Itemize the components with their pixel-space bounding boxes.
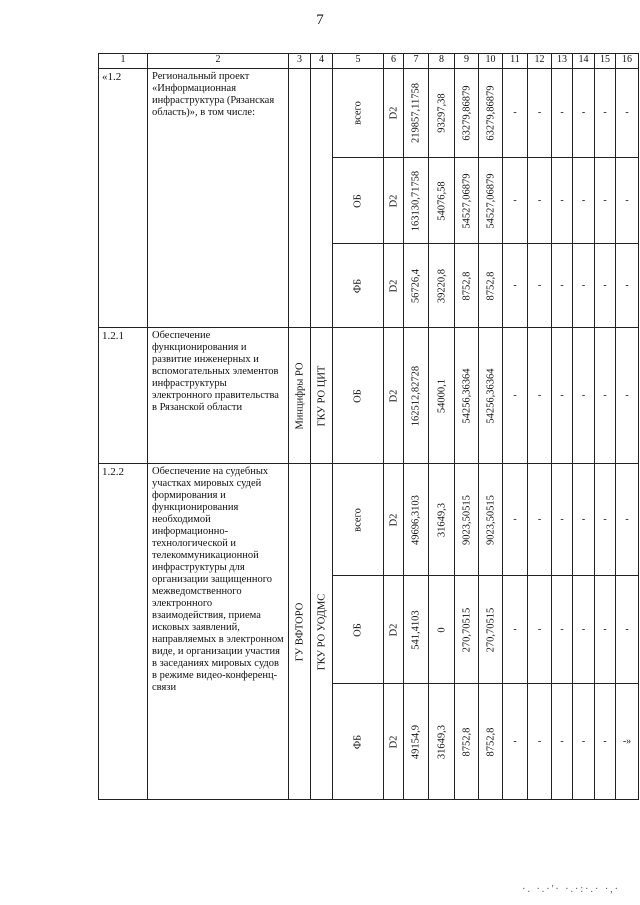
dash: -	[603, 194, 607, 206]
col-header: 7	[404, 54, 429, 69]
code: D2	[388, 735, 399, 748]
dash: -	[513, 513, 517, 525]
fund-source: ОБ	[352, 622, 364, 637]
dash: -	[603, 279, 607, 291]
value: 9023,50515	[485, 494, 496, 545]
dash: -	[537, 389, 542, 401]
row-description: Обеспечение функционирования и развитие инженерных и вспомогательных элементов инфраструктуры электронного правительства в Рязанской области	[148, 328, 289, 464]
dash: -	[581, 623, 586, 635]
fund-source: всего	[352, 507, 364, 532]
col-header: 2	[148, 54, 289, 69]
dash: -	[537, 107, 542, 118]
value: 39220,8	[436, 268, 447, 303]
row-number: «1.2	[99, 69, 148, 328]
dash: -	[581, 194, 586, 206]
fund-source: ОБ	[352, 193, 364, 208]
value: 8752,8	[461, 271, 472, 300]
row-description: Обеспечение на судебных участках мировых судей формирования и функционирования необходимой информационно-технологической и телекоммуникационной инфраструктуры для организации защищенного межведомственного электронного взаимодействия, приема исковых заявлений, направляемых в электронном виде, и организации участия в заседаниях мировых судов в режиме видео-конференц-связи	[148, 464, 289, 800]
executor-org: ГКУ РО ЦИТ	[316, 365, 327, 426]
dash: -	[625, 389, 629, 401]
value: 63279,86879	[461, 85, 472, 141]
value: 54076,58	[436, 180, 447, 221]
value: 162512,82728	[410, 365, 422, 426]
value: 54527,06879	[461, 172, 472, 229]
col-header: 8	[429, 54, 455, 69]
col-header: 1	[99, 54, 148, 69]
value: 0	[436, 626, 447, 633]
dash: -	[560, 623, 564, 635]
value: 541,4103	[410, 609, 422, 650]
code: D2	[388, 194, 399, 207]
col-header: 15	[595, 54, 616, 69]
value: 93297,38	[436, 93, 447, 133]
value: 54000,1	[436, 378, 447, 413]
dash: -	[537, 623, 542, 635]
col-header: 14	[573, 54, 595, 69]
dash: -	[537, 735, 542, 747]
value: 49696,3103	[410, 494, 422, 545]
col-header: 4	[311, 54, 333, 69]
value: 49154,9	[410, 724, 422, 759]
dash: -	[603, 735, 607, 747]
dash: -	[560, 735, 564, 747]
dash: -	[513, 389, 517, 401]
value: 219857,11758	[410, 83, 422, 143]
responsible-org: Минцифры РО	[294, 361, 305, 430]
dash: -	[625, 107, 629, 118]
dash: -	[581, 735, 586, 747]
dash: -	[625, 279, 629, 291]
dash: -	[560, 513, 564, 525]
table-row	[99, 69, 639, 158]
col-header: 3	[289, 54, 311, 69]
dash: -	[603, 623, 607, 635]
table-row	[99, 328, 639, 464]
value: 8752,8	[485, 271, 496, 300]
value: 31649,3	[436, 502, 447, 537]
value: 54256,36364	[461, 367, 472, 424]
dash: -	[625, 194, 629, 206]
dash: -	[513, 735, 517, 747]
fund-source: всего	[352, 101, 364, 125]
dash: -	[560, 107, 564, 118]
value: 8752,8	[485, 727, 496, 756]
fund-source: ФБ	[352, 278, 364, 293]
value: 270,70515	[485, 607, 496, 652]
value: 56726,4	[410, 268, 422, 303]
col-header: 11	[503, 54, 528, 69]
row-description: Региональный проект «Информационная инфраструктура (Рязанская область)», в том числе:	[148, 69, 289, 328]
value: 54527,06879	[485, 172, 496, 229]
row-number: 1.2.1	[99, 328, 148, 464]
dash: -	[603, 389, 607, 401]
dash: -	[537, 194, 542, 206]
col-header: 13	[552, 54, 573, 69]
dash: -	[537, 279, 542, 291]
dash: -	[581, 279, 586, 291]
fund-source: ФБ	[352, 734, 364, 749]
dash: -	[581, 389, 586, 401]
dash: -	[513, 279, 517, 291]
col-header: 5	[333, 54, 384, 69]
col-header: 9	[455, 54, 479, 69]
col-header: 6	[384, 54, 404, 69]
col-header: 12	[528, 54, 552, 69]
value: 163130,71758	[410, 170, 422, 231]
col-header: 16	[616, 54, 639, 69]
row-number: 1.2.2	[99, 464, 148, 800]
value: 31649,3	[436, 724, 447, 759]
header-row	[99, 54, 639, 69]
dash: -	[581, 107, 586, 118]
budget-table	[98, 53, 639, 800]
dash: -	[625, 513, 629, 525]
value: 8752,8	[461, 727, 472, 756]
col-header: 10	[479, 54, 503, 69]
dash-last: -»	[622, 735, 632, 747]
fund-source: ОБ	[352, 388, 364, 403]
value: 54256,36364	[485, 367, 496, 424]
dash: -	[560, 279, 564, 291]
table-row	[99, 464, 639, 576]
dash: -	[603, 107, 607, 118]
code: D2	[388, 623, 399, 636]
code: D2	[388, 513, 399, 526]
value: 63279,86879	[485, 85, 496, 141]
dash: -	[537, 513, 542, 525]
dash: -	[513, 107, 517, 118]
dash: -	[581, 513, 586, 525]
dash: -	[513, 623, 517, 635]
scan-artifact: ·. ·.·'· ·.·:·.· ·,·	[522, 884, 620, 895]
code: D2	[388, 106, 399, 120]
value: 9023,50515	[461, 494, 472, 545]
dash: -	[625, 623, 629, 635]
dash: -	[513, 194, 517, 206]
dash: -	[560, 389, 564, 401]
dash: -	[603, 513, 607, 525]
responsible-org: ГУ ВФТОРО	[294, 602, 305, 661]
executor-org: ГКУ РО УОДМС	[316, 593, 327, 670]
dash: -	[560, 194, 564, 206]
value: 270,70515	[461, 607, 472, 652]
page-number: 7	[316, 12, 324, 28]
code: D2	[388, 279, 399, 292]
code: D2	[388, 389, 399, 402]
